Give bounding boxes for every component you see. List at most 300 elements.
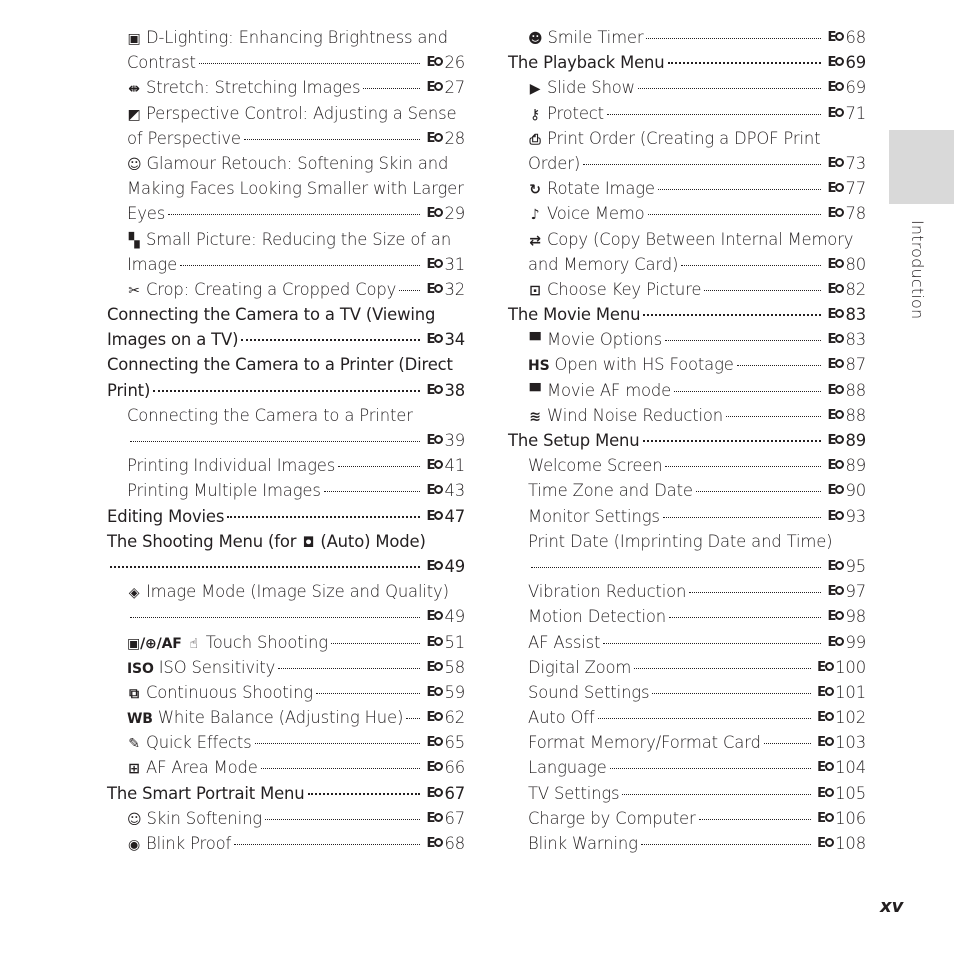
page-reference[interactable] — [827, 403, 866, 428]
toc-entry[interactable] — [508, 201, 866, 226]
page-reference[interactable] — [817, 730, 866, 755]
dot-leader — [663, 517, 822, 518]
dot-leader — [406, 718, 420, 719]
menu-item-icon: HS — [528, 358, 550, 375]
reference-section-icon: E — [827, 434, 845, 447]
reference-section-icon: E — [827, 283, 845, 296]
page-number-value: 89 — [845, 431, 866, 450]
toc-entry[interactable] — [508, 101, 866, 126]
page-reference[interactable] — [827, 378, 866, 403]
page-number-value: 101 — [835, 682, 866, 702]
page-reference[interactable] — [827, 25, 866, 50]
reference-section-icon: E — [426, 661, 444, 674]
toc-entry-title: Quick Effects — [146, 733, 252, 753]
page-reference[interactable] — [827, 579, 866, 604]
menu-item-icon: ☻ — [528, 31, 543, 47]
reference-section-icon: E — [827, 81, 845, 94]
reference-section-icon: E — [426, 56, 444, 69]
page-reference[interactable] — [426, 705, 465, 730]
page-reference[interactable] — [827, 101, 866, 126]
page-reference[interactable] — [827, 604, 866, 629]
toc-entry-title: Slide Show — [547, 78, 635, 98]
reference-section-icon: E — [827, 484, 845, 497]
page-number-value: 31 — [444, 254, 465, 274]
toc-entry-title: AF Assist — [528, 632, 601, 652]
toc-entry[interactable] — [508, 352, 866, 377]
page-reference[interactable] — [827, 75, 866, 100]
toc-entry-title: The Shooting Menu (for — [107, 531, 297, 551]
toc-entry[interactable] — [508, 403, 866, 428]
toc-entry[interactable] — [508, 151, 866, 176]
dot-leader — [764, 743, 811, 744]
page-reference[interactable] — [426, 378, 465, 403]
reference-section-icon: E — [426, 459, 444, 472]
dot-leader — [726, 416, 821, 417]
toc-entry[interactable] — [508, 478, 866, 503]
toc-entry[interactable] — [107, 630, 465, 655]
menu-item-icon: ▶ — [529, 81, 541, 98]
toc-entry[interactable] — [508, 680, 866, 705]
dot-leader — [622, 794, 811, 795]
toc-entry-title: Format Memory/Format Card — [528, 733, 761, 753]
dot-leader — [168, 214, 420, 215]
toc-entry-title: Sound Settings — [528, 682, 650, 702]
reference-section-icon: E — [827, 31, 845, 44]
reference-section-icon: E — [827, 157, 845, 170]
page-reference[interactable] — [426, 126, 465, 151]
page-reference[interactable] — [827, 50, 866, 75]
toc-entry-wrap — [508, 227, 866, 252]
page-reference[interactable] — [827, 554, 866, 579]
dot-leader — [278, 668, 420, 669]
page-reference[interactable] — [426, 327, 465, 352]
page-reference[interactable] — [426, 781, 465, 806]
dot-leader — [737, 365, 822, 366]
toc-entry[interactable] — [107, 126, 465, 151]
toc-entry-title: Continuous Shooting — [146, 682, 313, 702]
toc-entry[interactable] — [107, 453, 465, 478]
dot-leader — [648, 214, 822, 215]
page-reference[interactable] — [426, 277, 465, 302]
dot-leader — [227, 516, 420, 518]
menu-item-icon: ☝ — [189, 635, 198, 652]
page-reference[interactable] — [827, 151, 866, 176]
toc-entry[interactable] — [508, 579, 866, 604]
page-reference[interactable] — [426, 831, 465, 856]
page-number-value: 26 — [444, 53, 465, 73]
page-number-value: 34 — [444, 330, 465, 350]
reference-section-icon: E — [817, 736, 835, 749]
touch-shooting-mode-icons: ▣/⊕/AF — [127, 635, 182, 652]
chapter-tab-label: Introduction — [908, 220, 927, 320]
page-number-value: 73 — [845, 153, 866, 173]
toc-entry[interactable] — [107, 730, 465, 755]
reference-section-icon: E — [817, 761, 835, 774]
dot-leader — [658, 189, 822, 190]
toc-entry-wrap — [107, 227, 465, 252]
reference-section-icon: E — [426, 560, 444, 573]
toc-entry[interactable] — [107, 201, 465, 226]
toc-entry-title: Language — [528, 758, 607, 778]
reference-section-icon: E — [827, 308, 845, 321]
toc-entry[interactable] — [107, 655, 465, 680]
toc-entry[interactable] — [508, 705, 866, 730]
camera-auto-mode-icon: ◘ — [302, 534, 315, 551]
toc-entry[interactable] — [107, 50, 465, 75]
reference-section-icon: E — [827, 560, 845, 573]
page-number-value: 65 — [444, 733, 465, 753]
dot-leader — [331, 643, 421, 644]
reference-section-icon: E — [817, 661, 835, 674]
toc-entry-title: Image Mode (Image Size and Quality) — [146, 582, 449, 602]
toc-entry[interactable] — [508, 453, 866, 478]
reference-section-icon: E — [827, 409, 845, 422]
toc-entry-title: Order) — [528, 153, 581, 173]
toc-entry[interactable] — [508, 604, 866, 629]
toc-entry[interactable] — [107, 428, 465, 453]
page-reference[interactable] — [426, 478, 465, 503]
toc-entry-title: Print Order (Creating a DPOF Print — [547, 128, 821, 148]
dot-leader — [130, 441, 420, 442]
reference-section-icon: E — [817, 787, 835, 800]
toc-entry-title: of Perspective — [127, 128, 241, 148]
dot-leader — [316, 693, 420, 694]
toc-entry-title: Monitor Settings — [528, 506, 660, 526]
toc-entry[interactable] — [508, 378, 866, 403]
dot-leader — [646, 38, 821, 39]
toc-entry[interactable] — [508, 630, 866, 655]
page-number-value: 67 — [444, 808, 465, 828]
reference-section-icon: E — [827, 182, 845, 195]
toc-entry-title: Rotate Image — [547, 179, 655, 199]
page-reference[interactable] — [827, 428, 866, 453]
toc-entry-title: Images on a TV) — [107, 330, 239, 350]
toc-entry-wrap — [107, 176, 465, 201]
toc-entry[interactable] — [508, 302, 866, 327]
page-reference[interactable] — [827, 453, 866, 478]
toc-entry-title: Editing Movies — [107, 506, 225, 526]
page-number-value: 83 — [845, 305, 866, 325]
toc-entry[interactable] — [107, 781, 465, 806]
page-reference[interactable] — [827, 504, 866, 529]
page-number-value: 88 — [845, 380, 866, 400]
reference-section-icon: E — [817, 837, 835, 850]
page-reference[interactable] — [426, 806, 465, 831]
page-reference[interactable] — [426, 75, 465, 100]
toc-entry[interactable] — [508, 831, 866, 856]
dot-leader — [110, 566, 420, 568]
page-number-value: 100 — [835, 657, 866, 677]
toc-entry[interactable] — [508, 806, 866, 831]
page-number-value: 105 — [835, 783, 866, 803]
menu-item-icon: ↻ — [529, 182, 541, 199]
toc-entry-title: Touch Shooting — [205, 632, 328, 652]
page-reference[interactable] — [827, 630, 866, 655]
reference-section-icon: E — [426, 761, 444, 774]
page-number-value: 93 — [845, 506, 866, 526]
toc-entry-wrap — [107, 529, 465, 554]
page-number-value: 29 — [444, 204, 465, 224]
dot-leader — [643, 440, 822, 442]
dot-leader — [638, 88, 822, 89]
dot-leader — [696, 491, 822, 492]
reference-section-icon: E — [827, 56, 845, 69]
toc-entry-title: AF Area Mode — [146, 758, 258, 778]
toc-entry[interactable] — [508, 25, 866, 50]
page-number-value: 69 — [845, 53, 866, 73]
reference-section-icon: E — [827, 636, 845, 649]
toc-entry[interactable] — [508, 277, 866, 302]
page-number-value: 49 — [444, 556, 465, 576]
page-number-value: 43 — [444, 481, 465, 501]
reference-section-icon: E — [426, 837, 444, 850]
page-reference[interactable] — [426, 755, 465, 780]
toc-entry[interactable] — [508, 176, 866, 201]
reference-section-icon: E — [426, 686, 444, 699]
toc-entry[interactable] — [508, 252, 866, 277]
page-reference[interactable] — [827, 352, 866, 377]
page-reference[interactable] — [817, 705, 866, 730]
page-number-value: 83 — [845, 330, 866, 350]
reference-section-icon: E — [426, 384, 444, 397]
toc-entry-title: Open with HS Footage — [554, 355, 734, 375]
toc-entry-title-cont: (Auto) Mode) — [320, 531, 426, 551]
toc-entry-title: The Playback Menu — [508, 53, 665, 73]
page-number-value: 78 — [845, 204, 866, 224]
page-number-value: 39 — [444, 431, 465, 450]
toc-entry[interactable] — [107, 705, 465, 730]
reference-section-icon: E — [827, 358, 845, 371]
toc-entry-title: ISO Sensitivity — [158, 657, 276, 677]
dot-leader — [308, 793, 421, 795]
toc-entry[interactable] — [107, 478, 465, 503]
toc-entry[interactable] — [107, 327, 465, 352]
menu-item-icon: ISO — [127, 660, 154, 677]
toc-entry[interactable] — [107, 831, 465, 856]
page-reference[interactable] — [827, 327, 866, 352]
reference-section-icon: E — [827, 510, 845, 523]
page-number: xv — [880, 896, 904, 917]
page-reference[interactable] — [827, 302, 866, 327]
dot-leader — [583, 164, 821, 165]
reference-section-icon: E — [426, 787, 444, 800]
page-number-value: 82 — [845, 279, 866, 299]
toc-entry[interactable] — [508, 730, 866, 755]
page-reference[interactable] — [827, 252, 866, 277]
toc-entry-title: Crop: Creating a Cropped Copy — [146, 279, 397, 299]
page-reference[interactable] — [426, 680, 465, 705]
page-number-value: 71 — [845, 103, 866, 123]
toc-entry-wrap — [107, 25, 465, 50]
reference-section-icon: E — [426, 207, 444, 220]
page-reference[interactable] — [817, 755, 866, 780]
dot-leader — [531, 567, 821, 568]
toc-entry[interactable] — [508, 554, 866, 579]
menu-item-icon: ▣ — [127, 31, 141, 47]
menu-item-icon: ▚ — [128, 232, 140, 249]
page-number-value: 102 — [835, 708, 866, 728]
menu-item-icon: ≋ — [529, 408, 541, 425]
page-number-value: 68 — [444, 834, 465, 853]
page-reference[interactable] — [426, 252, 465, 277]
toc-entry[interactable] — [508, 428, 866, 453]
toc-entry[interactable] — [107, 252, 465, 277]
page-reference[interactable] — [827, 176, 866, 201]
menu-item-icon: ⎙ — [529, 131, 541, 148]
toc-entry[interactable] — [107, 554, 465, 579]
dot-leader — [199, 63, 421, 64]
toc-entry-title: Contrast — [127, 53, 196, 73]
toc-entry-title: Stretch: Stretching Images — [146, 78, 361, 98]
toc-entry-title: Small Picture: Reducing the Size of an — [146, 229, 452, 249]
toc-entry-title: Digital Zoom — [528, 657, 632, 677]
page-reference[interactable] — [817, 655, 866, 680]
page-number-value: 89 — [845, 456, 866, 476]
page-number-value: 47 — [444, 506, 465, 526]
toc-entry-title: Skin Softening — [146, 808, 262, 828]
dot-leader — [665, 466, 821, 467]
dot-leader — [704, 290, 821, 291]
reference-section-icon: E — [426, 283, 444, 296]
page-reference[interactable] — [817, 831, 866, 856]
page-number-value: 68 — [845, 28, 866, 47]
toc-entry[interactable] — [508, 50, 866, 75]
page-number-value: 41 — [444, 456, 465, 476]
page-reference[interactable] — [426, 50, 465, 75]
page-reference[interactable] — [817, 806, 866, 831]
page-number-value: 77 — [845, 179, 866, 199]
menu-item-icon: ⇼ — [128, 81, 140, 98]
dot-leader — [261, 768, 421, 769]
page-number-value: 98 — [845, 607, 866, 627]
dot-leader — [668, 62, 822, 64]
reference-section-icon: E — [426, 812, 444, 825]
dot-leader — [130, 617, 420, 618]
menu-item-icon: ✂ — [128, 282, 140, 299]
page-reference[interactable] — [426, 554, 465, 579]
menu-item-icon: ◈ — [128, 585, 140, 602]
page-number-value: 95 — [845, 556, 866, 576]
toc-entry-title: Printing Multiple Images — [127, 481, 321, 501]
page-number-value: 99 — [845, 632, 866, 652]
toc-entry-title: and Memory Card) — [528, 254, 679, 274]
toc-entry[interactable] — [107, 680, 465, 705]
toc-entry[interactable] — [107, 755, 465, 780]
toc-entry[interactable] — [508, 755, 866, 780]
page-reference[interactable] — [426, 630, 465, 655]
toc-left-column — [107, 25, 465, 856]
toc-entry-title: D-Lighting: Enhancing Brightness and — [146, 28, 448, 47]
toc-entry-title: Print Date (Imprinting Date and Time) — [528, 531, 833, 551]
page-number-value: 90 — [845, 481, 866, 501]
toc-entry[interactable] — [508, 504, 866, 529]
toc-entry-wrap — [107, 579, 465, 604]
dot-leader — [180, 265, 420, 266]
menu-item-icon: ◩ — [127, 106, 141, 123]
dot-leader — [363, 88, 420, 89]
page-reference[interactable] — [426, 504, 465, 529]
page-number-value: 28 — [444, 128, 465, 148]
menu-item-icon: ▀ — [529, 333, 541, 350]
page-number-value: 88 — [845, 405, 866, 425]
toc-entry-title: Blink Proof — [146, 834, 232, 853]
toc-right-column — [508, 25, 866, 856]
reference-section-icon: E — [426, 736, 444, 749]
toc-entry[interactable] — [508, 75, 866, 100]
toc-entry[interactable] — [508, 781, 866, 806]
toc-entry[interactable] — [508, 327, 866, 352]
toc-entry[interactable] — [107, 277, 465, 302]
page-reference[interactable] — [827, 478, 866, 503]
page-reference[interactable] — [817, 680, 866, 705]
page-reference[interactable] — [426, 604, 465, 629]
page-reference[interactable] — [817, 781, 866, 806]
reference-section-icon: E — [827, 207, 845, 220]
toc-entry-title: Movie Options — [547, 330, 663, 350]
page-number-value: 87 — [845, 355, 866, 375]
page-number-value: 32 — [444, 279, 465, 299]
page-number-value: 38 — [444, 380, 465, 400]
dot-leader — [669, 617, 821, 618]
dot-leader — [634, 668, 811, 669]
toc-entry[interactable] — [107, 504, 465, 529]
menu-item-icon: ⇄ — [529, 232, 541, 249]
reference-section-icon: E — [827, 258, 845, 271]
toc-entry-title: Connecting the Camera to a Printer (Direct — [107, 355, 453, 375]
reference-section-icon: E — [426, 258, 444, 271]
page-number-value: 49 — [444, 607, 465, 627]
page-number-value: 97 — [845, 582, 866, 602]
reference-section-icon: E — [426, 711, 444, 724]
reference-section-icon: E — [426, 81, 444, 94]
page-reference[interactable] — [426, 201, 465, 226]
menu-item-icon: ⊞ — [128, 761, 140, 778]
reference-section-icon: E — [426, 636, 444, 649]
toc-entry-title: Making Faces Looking Smaller with Larger — [127, 179, 464, 199]
page-number-value: 59 — [444, 682, 465, 702]
reference-section-icon: E — [827, 610, 845, 623]
page-reference[interactable] — [426, 655, 465, 680]
dot-leader — [610, 768, 812, 769]
dot-leader — [689, 592, 821, 593]
page-reference[interactable] — [426, 453, 465, 478]
toc-entry-wrap — [107, 302, 465, 327]
dot-leader — [652, 693, 811, 694]
page-reference[interactable] — [827, 277, 866, 302]
toc-entry-title: Wind Noise Reduction — [547, 405, 724, 425]
toc-entry[interactable] — [508, 655, 866, 680]
page-number-value: 66 — [444, 758, 465, 778]
page-number-value: 108 — [835, 834, 866, 853]
toc-entry-title: Motion Detection — [528, 607, 667, 627]
toc-entry[interactable] — [107, 806, 465, 831]
page-reference[interactable] — [426, 730, 465, 755]
dot-leader — [399, 290, 420, 291]
toc-entry-title: Welcome Screen — [528, 456, 663, 476]
page-reference[interactable] — [827, 201, 866, 226]
toc-entry-title: Connecting the Camera to a TV (Viewing — [107, 305, 436, 325]
menu-item-icon: ✎ — [128, 736, 140, 753]
toc-entry[interactable] — [107, 604, 465, 629]
toc-entry-wrap — [107, 352, 465, 377]
toc-entry-title: Auto Off — [528, 708, 595, 728]
toc-entry-title: Perspective Control: Adjusting a Sense — [146, 103, 457, 123]
page-reference[interactable] — [426, 428, 465, 453]
toc-entry[interactable] — [107, 75, 465, 100]
toc-entry[interactable] — [107, 378, 465, 403]
page-number-value: 103 — [835, 733, 866, 753]
menu-item-icon: ⊡ — [529, 282, 541, 299]
